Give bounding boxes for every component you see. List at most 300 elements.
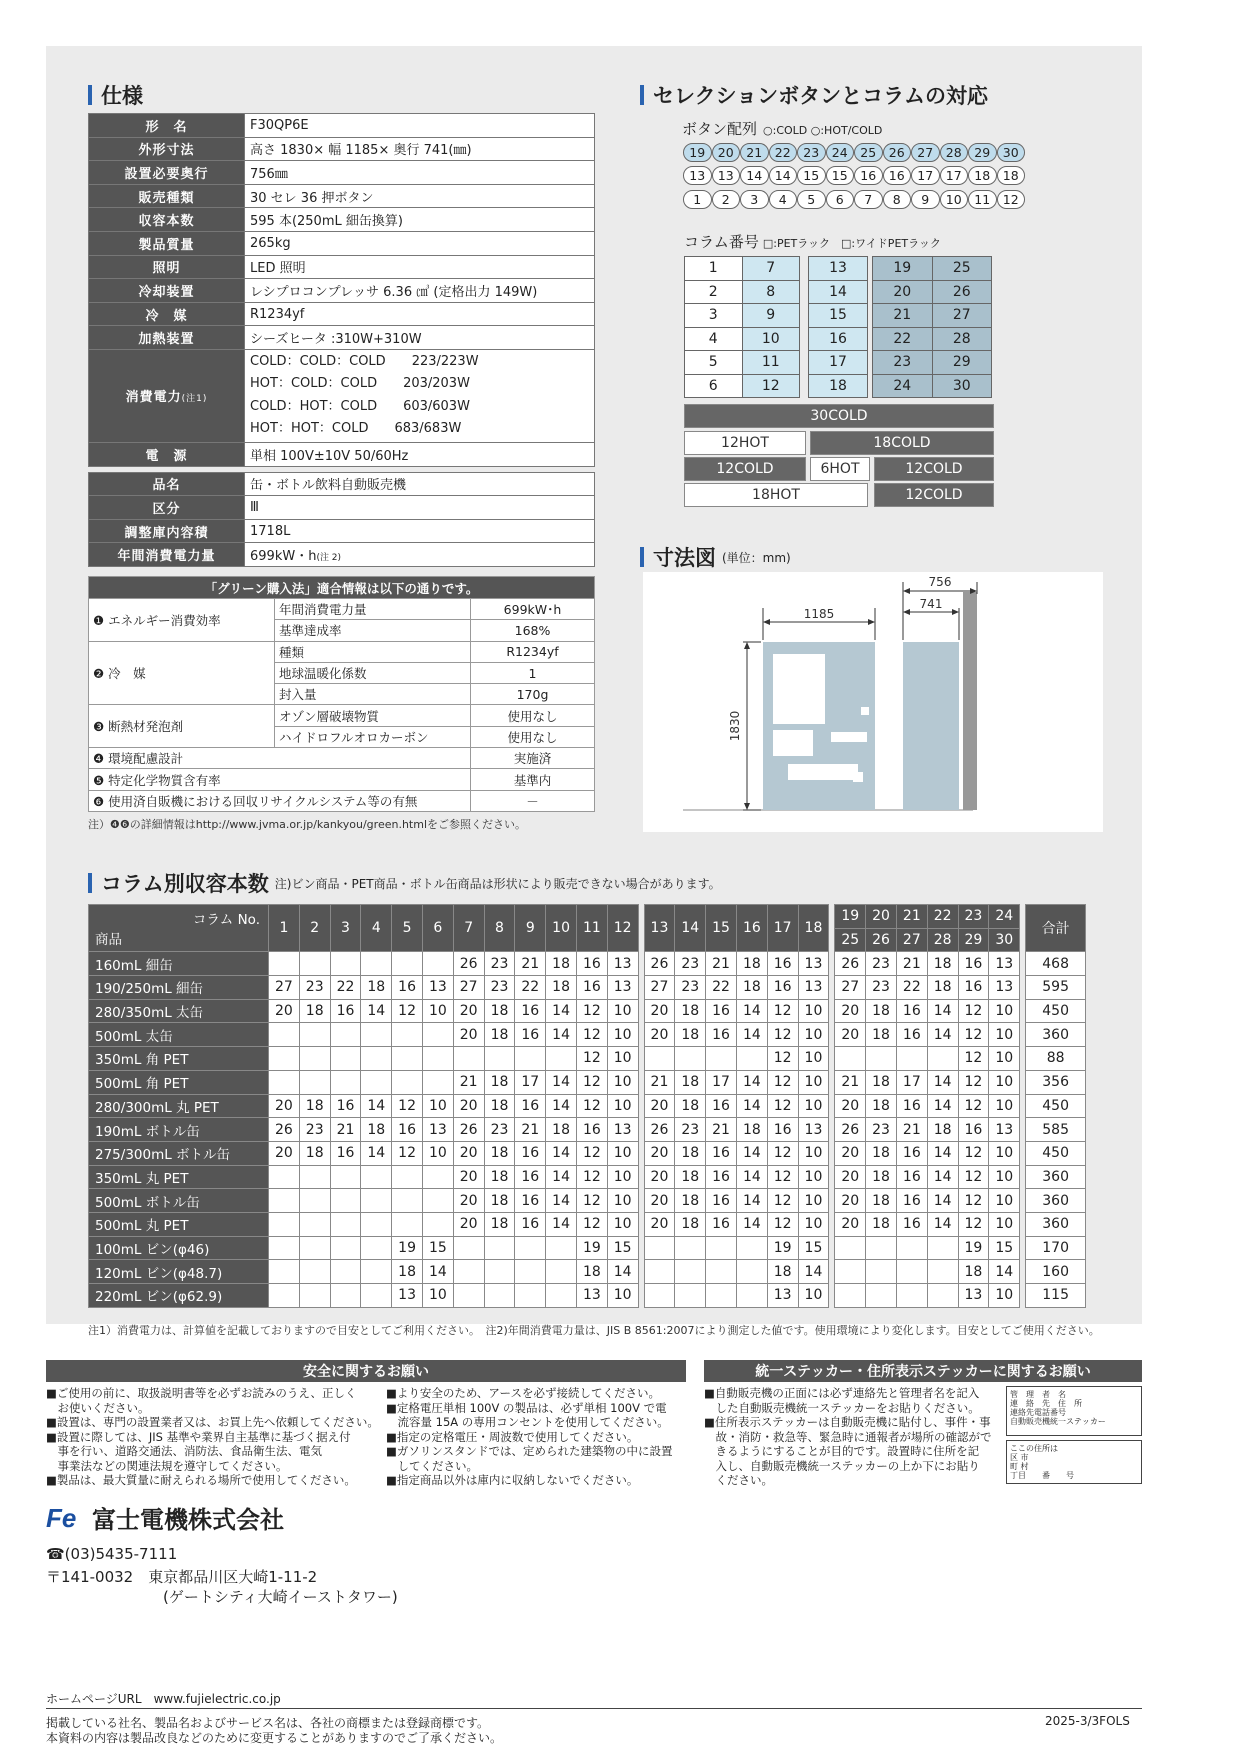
capacity-cell: 10 bbox=[607, 1023, 638, 1047]
selection-button: 17 bbox=[911, 166, 940, 185]
column-row bbox=[809, 374, 868, 398]
capacity-cell: 18 bbox=[675, 1094, 706, 1118]
capacity-cell: 16 bbox=[515, 1212, 546, 1236]
capacity-cell bbox=[361, 1047, 392, 1071]
capacity-cell: 16 bbox=[896, 1165, 927, 1189]
column-header: 2 bbox=[299, 905, 330, 952]
capacity-cell: 16 bbox=[330, 999, 361, 1023]
capacity-cell: 19 bbox=[767, 1236, 798, 1260]
capacity-cell: 12 bbox=[576, 1070, 607, 1094]
capacity-cell: 16 bbox=[515, 1141, 546, 1165]
product-name: 160mL 細缶 bbox=[89, 952, 269, 976]
config-12cold: 12COLD bbox=[874, 457, 994, 481]
capacity-cell: 12 bbox=[576, 1141, 607, 1165]
column-cell: 9 bbox=[742, 304, 800, 328]
capacity-cell: 20 bbox=[644, 999, 675, 1023]
config-18hot: 18HOT bbox=[684, 483, 868, 507]
spec-key bbox=[89, 349, 245, 442]
capacity-cell: 20 bbox=[453, 999, 484, 1023]
capacity-row bbox=[89, 1260, 1086, 1284]
column-row bbox=[809, 304, 868, 328]
green-header: 「グリーン購入法」適合情報は以下の通りです。 bbox=[89, 577, 595, 599]
capacity-total: 585 bbox=[1026, 1118, 1086, 1142]
capacity-cell bbox=[392, 1189, 423, 1213]
capacity-cell: 20 bbox=[453, 1189, 484, 1213]
capacity-cell: 16 bbox=[392, 976, 423, 1000]
capacity-cell: 16 bbox=[576, 976, 607, 1000]
green-cell: 地球温暖化係数 bbox=[275, 662, 471, 683]
selection-button: 17 bbox=[940, 166, 969, 185]
capacity-cell: 26 bbox=[644, 952, 675, 976]
capacity-cell: 20 bbox=[644, 1165, 675, 1189]
column-header: 3 bbox=[330, 905, 361, 952]
company-logo bbox=[46, 1500, 284, 1535]
capacity-cell bbox=[361, 1165, 392, 1189]
capacity-cell: 21 bbox=[515, 952, 546, 976]
selection-button: 16 bbox=[854, 166, 883, 185]
capacity-cell bbox=[299, 952, 330, 976]
capacity-cell: 14 bbox=[546, 1094, 577, 1118]
spec-row bbox=[89, 208, 595, 232]
capacity-cell: 23 bbox=[484, 976, 515, 1000]
capacity-cell: 10 bbox=[989, 1141, 1020, 1165]
capacity-cell bbox=[299, 1212, 330, 1236]
capacity-total: 450 bbox=[1026, 1094, 1086, 1118]
spec-row bbox=[89, 496, 595, 520]
capacity-cell bbox=[330, 1212, 361, 1236]
capacity-cell bbox=[422, 1189, 453, 1213]
column-cell: 19 bbox=[873, 257, 933, 281]
column-header: 10 bbox=[546, 905, 577, 952]
capacity-cell: 23 bbox=[484, 952, 515, 976]
capacity-cell: 20 bbox=[269, 1094, 300, 1118]
config-12cold: 12COLD bbox=[874, 483, 994, 507]
capacity-row bbox=[89, 1047, 1086, 1071]
capacity-cell: 20 bbox=[835, 1094, 866, 1118]
button-row-middle bbox=[683, 166, 1025, 185]
selection-button: 26 bbox=[883, 143, 912, 162]
green-cell: 基準内 bbox=[471, 769, 595, 790]
capacity-cell: 16 bbox=[515, 999, 546, 1023]
capacity-cell bbox=[330, 1236, 361, 1260]
spec-key: 冷 媒 bbox=[89, 302, 245, 326]
total-header: 合計 bbox=[1026, 905, 1086, 952]
column-header: 24 bbox=[989, 905, 1020, 929]
green-cell: ❷ 冷 媒 bbox=[89, 641, 275, 705]
capacity-cell: 18 bbox=[767, 1260, 798, 1284]
capacity-cell: 18 bbox=[866, 1023, 897, 1047]
capacity-cell: 16 bbox=[576, 952, 607, 976]
green-cell: 年間消費電力量 bbox=[275, 599, 471, 620]
capacity-cell: 10 bbox=[607, 1094, 638, 1118]
capacity-cell: 14 bbox=[736, 1212, 767, 1236]
green-cell: 使用なし bbox=[471, 726, 595, 747]
heading-bar bbox=[640, 547, 644, 567]
capacity-cell: 16 bbox=[896, 1212, 927, 1236]
capacity-cell: 26 bbox=[453, 1118, 484, 1142]
capacity-cell bbox=[361, 1070, 392, 1094]
capacity-cell bbox=[706, 1236, 737, 1260]
capacity-cell: 10 bbox=[989, 1284, 1020, 1308]
capacity-cell: 10 bbox=[798, 1070, 829, 1094]
capacity-cell: 21 bbox=[896, 952, 927, 976]
capacity-cell: 12 bbox=[767, 1047, 798, 1071]
capacity-cell: 13 bbox=[607, 976, 638, 1000]
dimension-heading: 寸法図 (単位：mm) bbox=[640, 542, 791, 572]
capacity-cell: 12 bbox=[767, 1189, 798, 1213]
capacity-cell bbox=[392, 1047, 423, 1071]
capacity-heading: コラム別収容本数 注)ビン商品・PET商品・ボトル缶商品は形状により販売できない場合があります。 bbox=[88, 868, 721, 898]
green-cell: 170g bbox=[471, 684, 595, 705]
capacity-cell: 18 bbox=[736, 952, 767, 976]
capacity-total: 360 bbox=[1026, 1189, 1086, 1213]
address-sticker bbox=[1006, 1440, 1142, 1484]
capacity-cell bbox=[927, 1260, 958, 1284]
selection-button: 22 bbox=[769, 143, 798, 162]
selection-button: 30 bbox=[997, 143, 1026, 162]
spec-row bbox=[89, 349, 595, 442]
capacity-cell: 15 bbox=[422, 1236, 453, 1260]
capacity-cell: 12 bbox=[767, 1212, 798, 1236]
capacity-cell: 13 bbox=[607, 1118, 638, 1142]
capacity-cell bbox=[330, 1023, 361, 1047]
capacity-cell: 18 bbox=[361, 1118, 392, 1142]
capacity-cell: 14 bbox=[989, 1260, 1020, 1284]
capacity-cell bbox=[896, 1284, 927, 1308]
capacity-cell: 16 bbox=[706, 1094, 737, 1118]
capacity-cell: 20 bbox=[453, 1165, 484, 1189]
capacity-cell: 27 bbox=[644, 976, 675, 1000]
capacity-cell: 20 bbox=[644, 1141, 675, 1165]
capacity-cell bbox=[269, 1189, 300, 1213]
notice-line: ■定格電圧単相 100V の製品は、必ず単相 100V で電 bbox=[386, 1400, 667, 1415]
capacity-cell: 16 bbox=[767, 1118, 798, 1142]
capacity-cell bbox=[644, 1284, 675, 1308]
green-cell: 封入量 bbox=[275, 684, 471, 705]
capacity-cell bbox=[484, 1284, 515, 1308]
capacity-cell: 15 bbox=[798, 1236, 829, 1260]
capacity-cell: 14 bbox=[546, 1141, 577, 1165]
selection-button: 16 bbox=[883, 166, 912, 185]
capacity-cell: 14 bbox=[927, 1141, 958, 1165]
capacity-cell: 18 bbox=[736, 1118, 767, 1142]
selection-button: 5 bbox=[797, 190, 826, 209]
capacity-cell: 21 bbox=[706, 1118, 737, 1142]
capacity-cell bbox=[896, 1260, 927, 1284]
capacity-cell: 10 bbox=[607, 999, 638, 1023]
selection-button: 25 bbox=[854, 143, 883, 162]
capacity-cell: 12 bbox=[576, 1047, 607, 1071]
column-cell: 2 bbox=[685, 280, 743, 304]
capacity-corner bbox=[89, 905, 269, 952]
column-cell: 26 bbox=[932, 280, 992, 304]
capacity-cell: 13 bbox=[576, 1284, 607, 1308]
trademark-note: 掲載している社名、製品名およびサービス名は、各社の商標または登録商標です。 bbox=[46, 1716, 490, 1730]
capacity-cell: 10 bbox=[798, 1165, 829, 1189]
capacity-cell: 10 bbox=[989, 1023, 1020, 1047]
capacity-cell: 13 bbox=[422, 976, 453, 1000]
capacity-row bbox=[89, 1236, 1086, 1260]
notice-line: 区 市 bbox=[1010, 1453, 1029, 1462]
capacity-row bbox=[89, 976, 1086, 1000]
capacity-cell: 18 bbox=[675, 1189, 706, 1213]
capacity-cell: 12 bbox=[576, 999, 607, 1023]
capacity-cell: 18 bbox=[546, 976, 577, 1000]
capacity-cell bbox=[484, 1047, 515, 1071]
annual-note: (注 2) bbox=[316, 553, 342, 564]
spec-value: LED 照明 bbox=[245, 255, 595, 279]
capacity-cell bbox=[736, 1236, 767, 1260]
capacity-total: 468 bbox=[1026, 952, 1086, 976]
capacity-cell: 10 bbox=[989, 1047, 1020, 1071]
capacity-cell: 13 bbox=[607, 952, 638, 976]
capacity-cell: 26 bbox=[644, 1118, 675, 1142]
column-cell: 28 bbox=[932, 327, 992, 351]
spec-value: Ⅲ bbox=[245, 496, 595, 520]
spec-key: 照明 bbox=[89, 255, 245, 279]
capacity-cell bbox=[269, 1212, 300, 1236]
capacity-cell bbox=[927, 1047, 958, 1071]
product-name: 100mL ビン(φ46) bbox=[89, 1236, 269, 1260]
capacity-cell: 10 bbox=[989, 1094, 1020, 1118]
capacity-cell: 14 bbox=[798, 1260, 829, 1284]
spec-key: 設置必要奥行 bbox=[89, 161, 245, 185]
capacity-cell: 14 bbox=[361, 1141, 392, 1165]
capacity-cell: 10 bbox=[607, 1070, 638, 1094]
capacity-cell bbox=[299, 1189, 330, 1213]
column-header: 29 bbox=[958, 928, 989, 952]
capacity-cell: 20 bbox=[644, 1212, 675, 1236]
capacity-cell bbox=[269, 1284, 300, 1308]
capacity-cell: 21 bbox=[706, 952, 737, 976]
notice-line: 管 理 者 名 bbox=[1010, 1390, 1066, 1399]
capacity-total: 360 bbox=[1026, 1212, 1086, 1236]
capacity-cell: 18 bbox=[866, 1070, 897, 1094]
power-line: COLD：HOT：COLD 603/603W bbox=[250, 398, 470, 414]
column-row bbox=[685, 351, 800, 375]
capacity-cell bbox=[422, 1165, 453, 1189]
capacity-cell bbox=[515, 1236, 546, 1260]
capacity-cell: 18 bbox=[675, 1165, 706, 1189]
spec-value: レシプロコンプレッサ 6.36 ㎤ (定格出力 149W) bbox=[245, 279, 595, 303]
selection-button: 23 bbox=[797, 143, 826, 162]
capacity-cell: 13 bbox=[989, 976, 1020, 1000]
company-address: 〒141-0032 東京都品川区大崎1-11-2 bbox=[46, 1568, 318, 1586]
company-tel: ☎(03)5435-7111 bbox=[46, 1545, 178, 1563]
product-name: 500mL 丸 PET bbox=[89, 1212, 269, 1236]
capacity-cell: 14 bbox=[927, 1189, 958, 1213]
column-row bbox=[685, 280, 800, 304]
selection-button: 14 bbox=[769, 166, 798, 185]
column-cell: 17 bbox=[809, 351, 868, 375]
capacity-cell: 17 bbox=[706, 1070, 737, 1094]
capacity-cell: 20 bbox=[835, 1141, 866, 1165]
capacity-cell bbox=[453, 1260, 484, 1284]
capacity-cell: 16 bbox=[767, 976, 798, 1000]
capacity-cell: 22 bbox=[515, 976, 546, 1000]
column-row bbox=[873, 327, 992, 351]
capacity-cell: 10 bbox=[989, 1189, 1020, 1213]
capacity-cell: 12 bbox=[958, 1094, 989, 1118]
capacity-cell: 10 bbox=[798, 1189, 829, 1213]
company-building: (ゲートシティ大崎イーストタワー) bbox=[163, 1588, 398, 1606]
notice-line: ください。 bbox=[704, 1473, 773, 1487]
capacity-row bbox=[89, 1165, 1086, 1189]
capacity-cell: 12 bbox=[958, 1047, 989, 1071]
capacity-cell bbox=[866, 1236, 897, 1260]
column-header: 30 bbox=[989, 928, 1020, 952]
capacity-cell bbox=[361, 1260, 392, 1284]
capacity-cell: 12 bbox=[767, 999, 798, 1023]
capacity-cell: 14 bbox=[736, 1023, 767, 1047]
capacity-cell bbox=[299, 1023, 330, 1047]
change-note: 本資料の内容は製品改良などのために変更することがありますのでご了承ください。 bbox=[46, 1731, 503, 1745]
capacity-cell: 18 bbox=[484, 1165, 515, 1189]
capacity-cell: 18 bbox=[866, 999, 897, 1023]
capacity-cell: 10 bbox=[607, 1141, 638, 1165]
capacity-cell: 18 bbox=[866, 1141, 897, 1165]
notice-line: ■住所表示ステッカーは自動販売機に貼付し、事件・事 bbox=[704, 1415, 991, 1429]
column-header: 20 bbox=[866, 905, 897, 929]
column-row bbox=[809, 257, 868, 281]
capacity-total: 450 bbox=[1026, 1141, 1086, 1165]
capacity-cell: 14 bbox=[361, 1094, 392, 1118]
notice-line: 連絡先電話番号 bbox=[1010, 1408, 1066, 1417]
capacity-cell bbox=[299, 1070, 330, 1094]
capacity-cell: 12 bbox=[767, 1141, 798, 1165]
green-cell: ❹ 環境配慮設計 bbox=[89, 748, 471, 769]
capacity-cell: 23 bbox=[299, 976, 330, 1000]
capacity-cell: 18 bbox=[484, 1212, 515, 1236]
spec-key: 年間消費電力量 bbox=[89, 543, 245, 567]
capacity-row bbox=[89, 952, 1086, 976]
capacity-cell: 13 bbox=[958, 1284, 989, 1308]
capacity-cell: 15 bbox=[607, 1236, 638, 1260]
column-cell: 24 bbox=[873, 374, 933, 398]
capacity-cell: 16 bbox=[706, 1165, 737, 1189]
capacity-cell bbox=[644, 1047, 675, 1071]
column-cell: 22 bbox=[873, 327, 933, 351]
button-row-bottom bbox=[683, 190, 1025, 209]
capacity-cell: 12 bbox=[576, 1212, 607, 1236]
capacity-cell bbox=[835, 1284, 866, 1308]
capacity-cell bbox=[706, 1260, 737, 1284]
capacity-cell bbox=[422, 1212, 453, 1236]
selection-button: 8 bbox=[883, 190, 912, 209]
capacity-cell bbox=[269, 1047, 300, 1071]
notice-line: した自動販売機統一ステッカーをお貼りください。 bbox=[704, 1400, 980, 1415]
capacity-cell bbox=[546, 1236, 577, 1260]
capacity-cell bbox=[675, 1260, 706, 1284]
capacity-cell: 10 bbox=[798, 999, 829, 1023]
capacity-cell: 14 bbox=[546, 1023, 577, 1047]
capacity-cell: 18 bbox=[392, 1260, 423, 1284]
column-cell: 4 bbox=[685, 327, 743, 351]
column-legend: □:PETラック □:ワイドPETラック bbox=[762, 237, 941, 250]
column-header: 25 bbox=[835, 928, 866, 952]
config-30cold: 30COLD bbox=[684, 404, 994, 428]
product-name: 500mL 角 PET bbox=[89, 1070, 269, 1094]
unified-sticker bbox=[1006, 1386, 1142, 1436]
capacity-cell: 10 bbox=[989, 1070, 1020, 1094]
column-row bbox=[809, 280, 868, 304]
capacity-cell bbox=[835, 1047, 866, 1071]
capacity-cell: 12 bbox=[392, 1141, 423, 1165]
capacity-cell: 18 bbox=[927, 952, 958, 976]
capacity-total: 450 bbox=[1026, 999, 1086, 1023]
capacity-cell: 18 bbox=[299, 1094, 330, 1118]
green-cell: 使用なし bbox=[471, 705, 595, 726]
spec-value bbox=[245, 543, 595, 567]
height-label: 1830 bbox=[728, 710, 742, 742]
capacity-cell: 12 bbox=[767, 1165, 798, 1189]
column-row bbox=[873, 304, 992, 328]
capacity-cell: 17 bbox=[515, 1070, 546, 1094]
capacity-cell: 10 bbox=[422, 1284, 453, 1308]
selection-button: 29 bbox=[968, 143, 997, 162]
spec-key: 収容本数 bbox=[89, 208, 245, 232]
spec-row bbox=[89, 302, 595, 326]
column-header: 7 bbox=[453, 905, 484, 952]
capacity-cell: 18 bbox=[299, 1141, 330, 1165]
capacity-cell: 10 bbox=[422, 1141, 453, 1165]
capacity-cell: 14 bbox=[546, 1165, 577, 1189]
capacity-cell: 18 bbox=[546, 1118, 577, 1142]
capacity-cell: 14 bbox=[546, 1212, 577, 1236]
capacity-cell: 14 bbox=[927, 1070, 958, 1094]
capacity-cell: 20 bbox=[835, 1189, 866, 1213]
capacity-cell bbox=[515, 1260, 546, 1284]
capacity-cell: 14 bbox=[927, 1212, 958, 1236]
capacity-total: 160 bbox=[1026, 1260, 1086, 1284]
capacity-cell bbox=[330, 952, 361, 976]
selection-button: 15 bbox=[797, 166, 826, 185]
capacity-cell bbox=[927, 1284, 958, 1308]
capacity-cell: 18 bbox=[675, 1070, 706, 1094]
column-cell: 6 bbox=[685, 374, 743, 398]
selection-button: 18 bbox=[997, 166, 1026, 185]
selection-button: 12 bbox=[997, 190, 1026, 209]
capacity-cell: 13 bbox=[989, 1118, 1020, 1142]
column-row bbox=[873, 351, 992, 375]
capacity-cell: 26 bbox=[835, 952, 866, 976]
capacity-cell: 23 bbox=[675, 976, 706, 1000]
capacity-cell bbox=[299, 1047, 330, 1071]
doc-code: 2025-3/3FOLS bbox=[1045, 1714, 1130, 1728]
capacity-cell bbox=[392, 952, 423, 976]
heading-bar bbox=[88, 873, 92, 893]
column-header: 19 bbox=[835, 905, 866, 929]
notice-line: きるようにすることが目的です。設置時に住所を記 bbox=[704, 1444, 980, 1458]
fe-logo-icon bbox=[46, 1505, 92, 1531]
capacity-cell: 13 bbox=[798, 952, 829, 976]
capacity-cell: 13 bbox=[767, 1284, 798, 1308]
column-row bbox=[873, 280, 992, 304]
capacity-cell: 20 bbox=[269, 999, 300, 1023]
capacity-cell bbox=[736, 1284, 767, 1308]
sticker-text bbox=[704, 1386, 992, 1488]
capacity-total: 170 bbox=[1026, 1236, 1086, 1260]
green-cell: ❶ エネルギー消費効率 bbox=[89, 599, 275, 642]
green-cell: R1234yf bbox=[471, 641, 595, 662]
capacity-cell: 14 bbox=[422, 1260, 453, 1284]
column-cell: 11 bbox=[742, 351, 800, 375]
capacity-row bbox=[89, 1284, 1086, 1308]
spec-value: 缶・ボトル飲料自動販売機 bbox=[245, 472, 595, 496]
capacity-cell: 16 bbox=[392, 1118, 423, 1142]
capacity-cell: 16 bbox=[515, 1165, 546, 1189]
column-cell: 30 bbox=[932, 374, 992, 398]
